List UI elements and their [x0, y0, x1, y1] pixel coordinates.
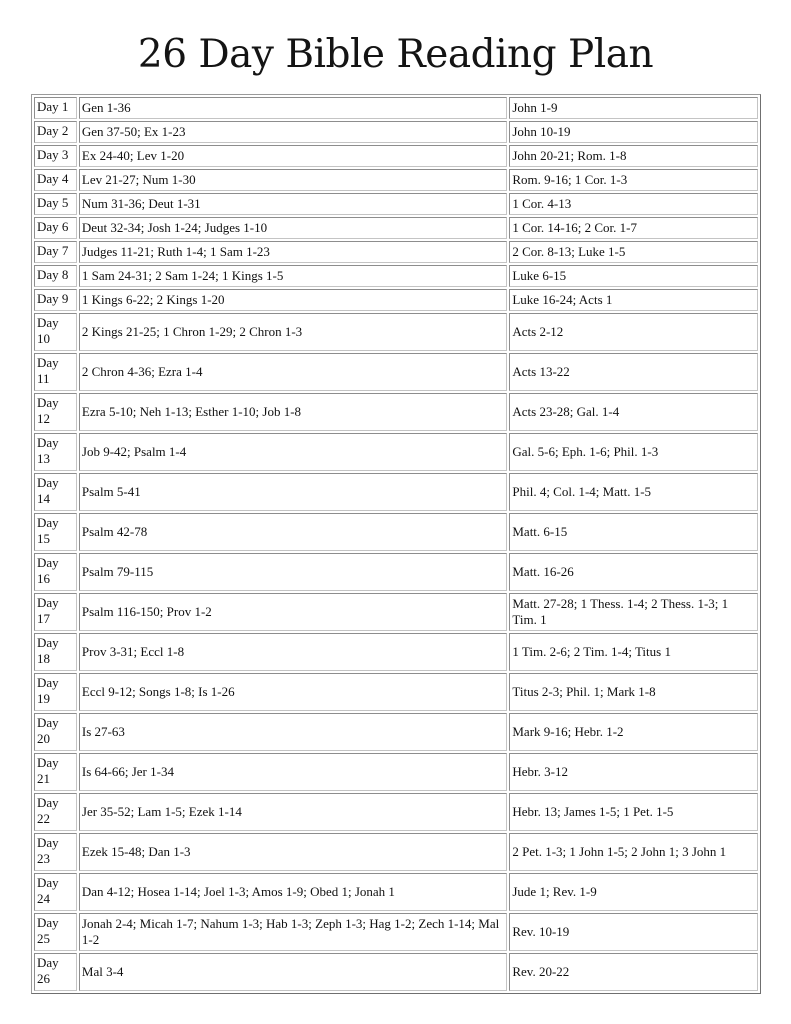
page-title: 26 Day Bible Reading Plan [137, 32, 654, 77]
day-cell: Day 14 [34, 473, 77, 511]
day-cell: Day 2 [34, 121, 77, 143]
old-testament-cell: Jonah 2-4; Micah 1-7; Nahum 1-3; Hab 1-3; Zeph 1-3; Hag 1-2; Zech 1-14; Mal 1-2 [79, 913, 507, 951]
table-row [34, 833, 758, 871]
old-testament-cell: Gen 37-50; Ex 1-23 [79, 121, 507, 143]
table-row [34, 473, 758, 511]
old-testament-cell: 1 Sam 24-31; 2 Sam 1-24; 1 Kings 1-5 [79, 265, 507, 287]
day-cell: Day 26 [34, 953, 77, 991]
table-row [34, 313, 758, 351]
day-cell: Day 19 [34, 673, 77, 711]
old-testament-cell: Ezek 15-48; Dan 1-3 [79, 833, 507, 871]
day-cell: Day 7 [34, 241, 77, 263]
new-testament-cell: Phil. 4; Col. 1-4; Matt. 1-5 [509, 473, 758, 511]
old-testament-cell: 2 Kings 21-25; 1 Chron 1-29; 2 Chron 1-3 [79, 313, 507, 351]
old-testament-cell: Eccl 9-12; Songs 1-8; Is 1-26 [79, 673, 507, 711]
new-testament-cell: John 20-21; Rom. 1-8 [509, 145, 758, 167]
table-row [34, 713, 758, 751]
old-testament-cell: 1 Kings 6-22; 2 Kings 1-20 [79, 289, 507, 311]
new-testament-cell: Acts 13-22 [509, 353, 758, 391]
table-row [34, 873, 758, 911]
old-testament-cell: 2 Chron 4-36; Ezra 1-4 [79, 353, 507, 391]
old-testament-cell: Judges 11-21; Ruth 1-4; 1 Sam 1-23 [79, 241, 507, 263]
day-cell: Day 3 [34, 145, 77, 167]
day-cell: Day 20 [34, 713, 77, 751]
old-testament-cell: Deut 32-34; Josh 1-24; Judges 1-10 [79, 217, 507, 239]
new-testament-cell: 2 Cor. 8-13; Luke 1-5 [509, 241, 758, 263]
day-cell: Day 6 [34, 217, 77, 239]
table-row [34, 145, 758, 167]
new-testament-cell: Gal. 5-6; Eph. 1-6; Phil. 1-3 [509, 433, 758, 471]
day-cell: Day 8 [34, 265, 77, 287]
old-testament-cell: Jer 35-52; Lam 1-5; Ezek 1-14 [79, 793, 507, 831]
day-cell: Day 16 [34, 553, 77, 591]
day-cell: Day 21 [34, 753, 77, 791]
day-cell: Day 18 [34, 633, 77, 671]
new-testament-cell: 1 Cor. 14-16; 2 Cor. 1-7 [509, 217, 758, 239]
table-row [34, 753, 758, 791]
reading-plan-table [31, 94, 761, 994]
day-cell: Day 25 [34, 913, 77, 951]
table-row [34, 673, 758, 711]
table-row [34, 633, 758, 671]
table-row [34, 169, 758, 191]
table-row [34, 97, 758, 119]
old-testament-cell: Mal 3-4 [79, 953, 507, 991]
new-testament-cell: Hebr. 3-12 [509, 753, 758, 791]
new-testament-cell: Rev. 20-22 [509, 953, 758, 991]
old-testament-cell: Prov 3-31; Eccl 1-8 [79, 633, 507, 671]
day-cell: Day 10 [34, 313, 77, 351]
old-testament-cell: Ezra 5-10; Neh 1-13; Esther 1-10; Job 1-8 [79, 393, 507, 431]
old-testament-cell: Psalm 42-78 [79, 513, 507, 551]
table-row [34, 913, 758, 951]
old-testament-cell: Ex 24-40; Lev 1-20 [79, 145, 507, 167]
table-row [34, 953, 758, 991]
old-testament-cell: Job 9-42; Psalm 1-4 [79, 433, 507, 471]
new-testament-cell: Titus 2-3; Phil. 1; Mark 1-8 [509, 673, 758, 711]
new-testament-cell: 2 Pet. 1-3; 1 John 1-5; 2 John 1; 3 John 1 [509, 833, 758, 871]
day-cell: Day 5 [34, 193, 77, 215]
new-testament-cell: Matt. 6-15 [509, 513, 758, 551]
new-testament-cell: Acts 23-28; Gal. 1-4 [509, 393, 758, 431]
new-testament-cell: Luke 16-24; Acts 1 [509, 289, 758, 311]
new-testament-cell: Luke 6-15 [509, 265, 758, 287]
day-cell: Day 24 [34, 873, 77, 911]
table-row [34, 393, 758, 431]
day-cell: Day 11 [34, 353, 77, 391]
day-cell: Day 13 [34, 433, 77, 471]
table-row [34, 593, 758, 631]
day-cell: Day 23 [34, 833, 77, 871]
new-testament-cell: John 10-19 [509, 121, 758, 143]
table-row [34, 193, 758, 215]
old-testament-cell: Is 64-66; Jer 1-34 [79, 753, 507, 791]
table-row [34, 553, 758, 591]
new-testament-cell: 1 Tim. 2-6; 2 Tim. 1-4; Titus 1 [509, 633, 758, 671]
table-row [34, 353, 758, 391]
table-row [34, 513, 758, 551]
new-testament-cell: Mark 9-16; Hebr. 1-2 [509, 713, 758, 751]
old-testament-cell: Gen 1-36 [79, 97, 507, 119]
new-testament-cell: 1 Cor. 4-13 [509, 193, 758, 215]
day-cell: Day 1 [34, 97, 77, 119]
day-cell: Day 22 [34, 793, 77, 831]
table-row [34, 793, 758, 831]
table-row [34, 241, 758, 263]
day-cell: Day 12 [34, 393, 77, 431]
new-testament-cell: Acts 2-12 [509, 313, 758, 351]
new-testament-cell: Matt. 16-26 [509, 553, 758, 591]
old-testament-cell: Lev 21-27; Num 1-30 [79, 169, 507, 191]
new-testament-cell: Rom. 9-16; 1 Cor. 1-3 [509, 169, 758, 191]
old-testament-cell: Psalm 5-41 [79, 473, 507, 511]
old-testament-cell: Num 31-36; Deut 1-31 [79, 193, 507, 215]
day-cell: Day 9 [34, 289, 77, 311]
reading-plan-body [34, 97, 758, 991]
old-testament-cell: Psalm 79-115 [79, 553, 507, 591]
new-testament-cell: Hebr. 13; James 1-5; 1 Pet. 1-5 [509, 793, 758, 831]
new-testament-cell: Jude 1; Rev. 1-9 [509, 873, 758, 911]
old-testament-cell: Dan 4-12; Hosea 1-14; Joel 1-3; Amos 1-9; Obed 1; Jonah 1 [79, 873, 507, 911]
new-testament-cell: Matt. 27-28; 1 Thess. 1-4; 2 Thess. 1-3; 1 Tim. 1 [509, 593, 758, 631]
table-row [34, 433, 758, 471]
table-row [34, 217, 758, 239]
table-row [34, 289, 758, 311]
new-testament-cell: John 1-9 [509, 97, 758, 119]
table-row [34, 265, 758, 287]
old-testament-cell: Psalm 116-150; Prov 1-2 [79, 593, 507, 631]
day-cell: Day 4 [34, 169, 77, 191]
day-cell: Day 17 [34, 593, 77, 631]
new-testament-cell: Rev. 10-19 [509, 913, 758, 951]
day-cell: Day 15 [34, 513, 77, 551]
table-row [34, 121, 758, 143]
old-testament-cell: Is 27-63 [79, 713, 507, 751]
